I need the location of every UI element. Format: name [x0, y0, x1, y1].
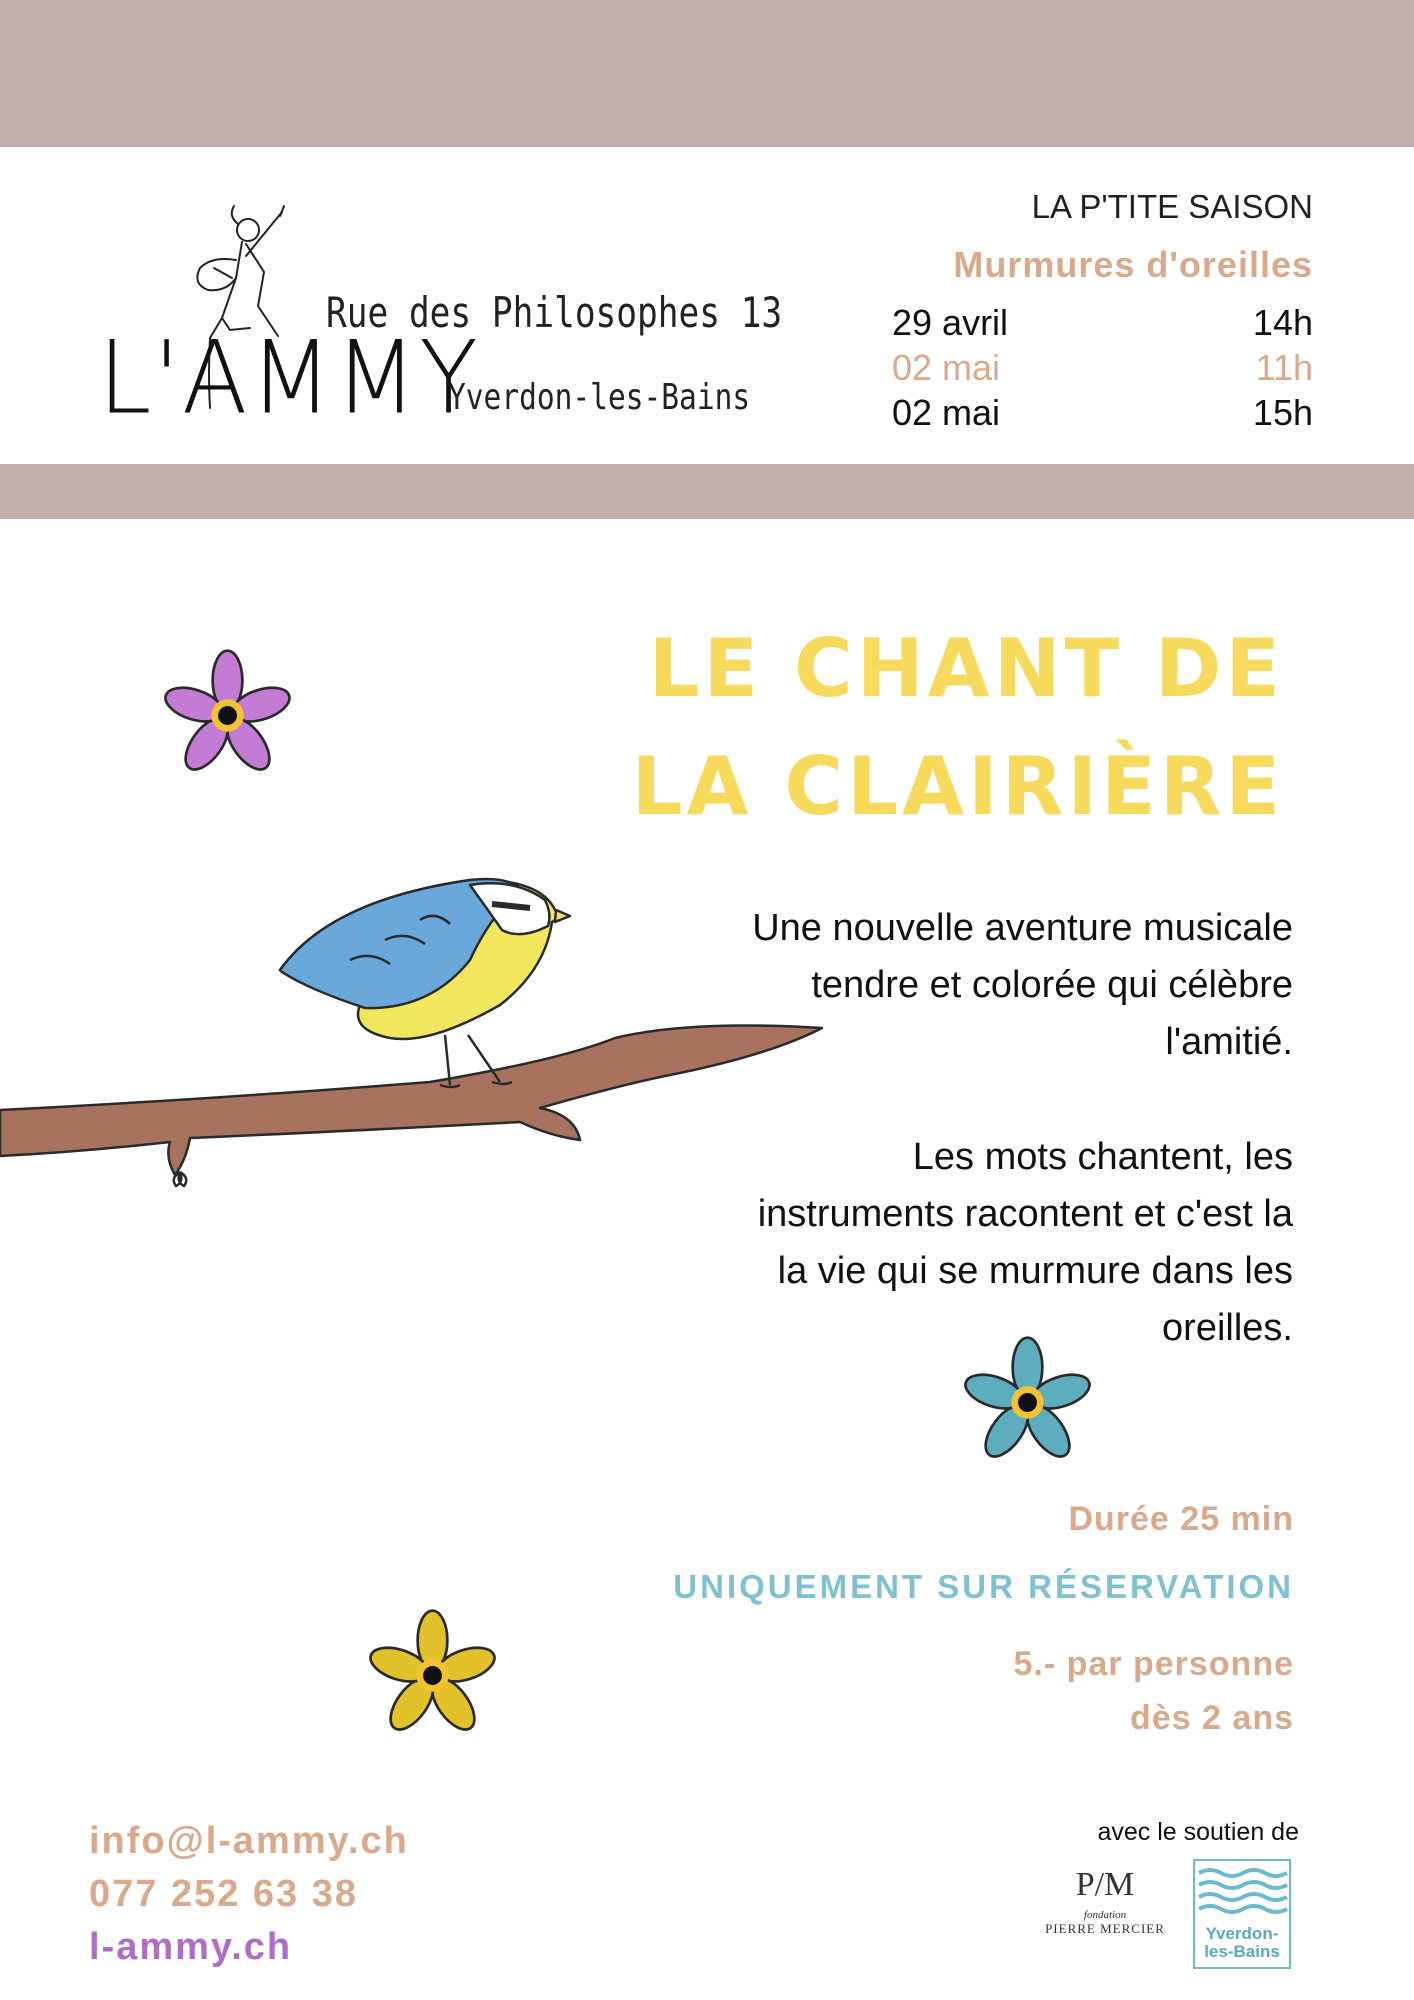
date-row	[892, 300, 1313, 345]
top-band	[0, 0, 1414, 147]
logo	[98, 200, 783, 440]
description-line: la vie qui se murmure dans les	[777, 1250, 1293, 1292]
dates-list	[892, 300, 1313, 435]
date-row	[892, 390, 1313, 435]
date-row	[892, 345, 1313, 390]
season-label: LA P'TITE SAISON	[1031, 188, 1313, 225]
contact-block	[89, 1815, 409, 1974]
series-label: Murmures d'oreilles	[953, 244, 1313, 285]
pierre-mercier-logo	[1040, 1865, 1170, 1965]
pm-line2: PIERRE MERCIER	[1045, 1921, 1165, 1936]
logo-name: L'AMMY	[98, 319, 480, 437]
logo-street: Rue des Philosophes 13	[326, 288, 783, 337]
website-link[interactable]: l-ammy.ch	[89, 1926, 293, 1968]
description-paragraph	[593, 900, 1293, 1071]
description-line: l'amitié.	[1165, 1021, 1293, 1063]
middle-band	[0, 464, 1414, 519]
pm-mark: P/M	[1075, 1866, 1135, 1903]
time: 15h	[1252, 392, 1313, 433]
description-line: tendre et colorée qui célèbre	[811, 964, 1293, 1006]
flower-yellow-icon	[365, 1608, 500, 1743]
duration-label: Durée 25 min	[1068, 1500, 1294, 1538]
time: 14h	[1252, 302, 1313, 343]
date: 02 mai	[892, 392, 1001, 433]
logo-city: Yverdon-les-Bains	[448, 377, 751, 418]
pm-line1: fondation	[1083, 1909, 1127, 1921]
phone-link[interactable]: 077 252 63 38	[89, 1873, 359, 1915]
title-line: LA CLAIRIÈRE	[631, 740, 1284, 833]
reservation-label: UNIQUEMENT SUR RÉSERVATION	[673, 1568, 1294, 1605]
age-label: dès 2 ans	[1130, 1699, 1294, 1737]
price-block	[1013, 1637, 1294, 1745]
price-label: 5.- par personne	[1013, 1645, 1294, 1683]
yverdon-logo	[1193, 1859, 1291, 1969]
time: 11h	[1255, 347, 1313, 388]
yverdon-text	[1195, 1925, 1289, 1961]
description-line: Une nouvelle aventure musicale	[752, 907, 1293, 949]
waves-icon	[1195, 1865, 1289, 1925]
title-line: LE CHANT DE	[648, 622, 1284, 715]
description-line: Les mots chantent, les	[912, 1136, 1293, 1178]
yverdon-line: les-Bains	[1204, 1942, 1280, 1961]
date: 29 avril	[892, 302, 1009, 343]
yverdon-line: Yverdon-	[1205, 1924, 1279, 1943]
support-label: avec le soutien de	[1097, 1818, 1299, 1846]
description-line: instruments racontent et c'est la	[757, 1193, 1293, 1235]
flower-purple-icon	[160, 648, 295, 783]
date: 02 mai	[892, 347, 1001, 388]
event-title	[632, 610, 1284, 846]
description-line: oreilles.	[1162, 1307, 1293, 1349]
email-link[interactable]: info@l-ammy.ch	[89, 1820, 409, 1862]
description-paragraph	[573, 1129, 1293, 1357]
